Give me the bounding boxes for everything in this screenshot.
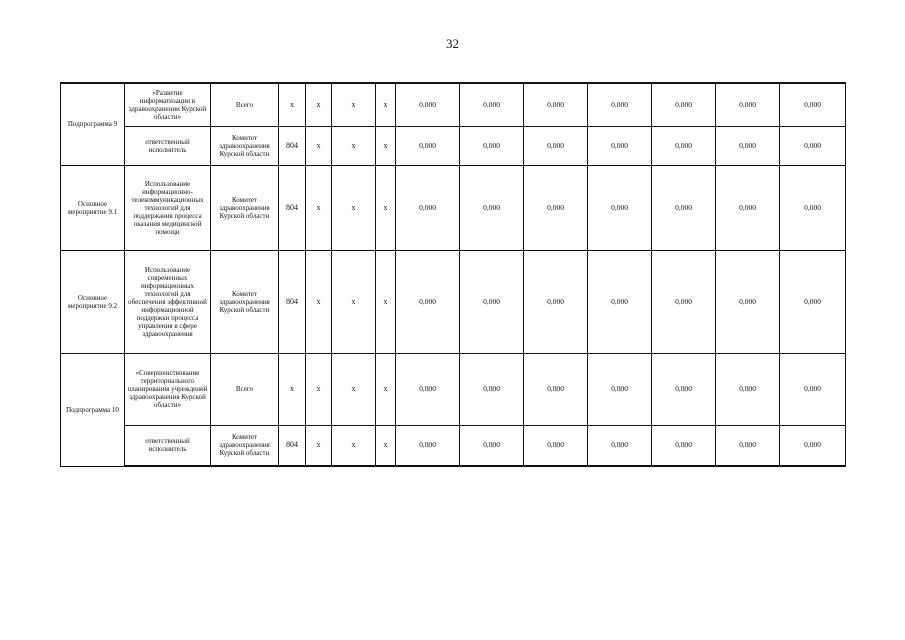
value-cell: 0,000	[524, 165, 588, 250]
table-row	[61, 250, 846, 353]
csr-cell: х	[332, 83, 376, 126]
status-cell: Основное мероприятие 9.2	[61, 250, 125, 353]
value-cell: 0,000	[524, 250, 588, 353]
value-cell: 0,000	[460, 425, 524, 466]
value-cell: 0,000	[780, 165, 846, 250]
status-cell: Подпрограмма 9	[61, 83, 125, 165]
value-cell: 0,000	[396, 126, 460, 165]
value-cell: 0,000	[716, 250, 780, 353]
status-cell: Основное мероприятие 9.1	[61, 165, 125, 250]
value-cell: 0,000	[652, 250, 716, 353]
name-cell: ответственный исполнитель	[125, 126, 211, 165]
value-cell: 0,000	[524, 126, 588, 165]
value-cell: 0,000	[652, 425, 716, 466]
value-cell: 0,000	[780, 250, 846, 353]
grbs-cell: х	[279, 83, 306, 126]
executor-cell: Комитет здравоохранения Курской области	[211, 165, 279, 250]
value-cell: 0,000	[716, 83, 780, 126]
value-cell: 0,000	[524, 425, 588, 466]
value-cell: 0,000	[716, 165, 780, 250]
executor-cell: Комитет здравоохранения Курской области	[211, 425, 279, 466]
executor-cell: Всего	[211, 353, 279, 425]
value-cell: 0,000	[396, 425, 460, 466]
rzpr-cell: х	[306, 353, 332, 425]
rzpr-cell: х	[306, 83, 332, 126]
value-cell: 0,000	[652, 165, 716, 250]
vr-cell: х	[376, 425, 396, 466]
value-cell: 0,000	[652, 353, 716, 425]
table-row	[61, 126, 846, 165]
value-cell: 0,000	[588, 353, 652, 425]
rzpr-cell: х	[306, 126, 332, 165]
value-cell: 0,000	[396, 83, 460, 126]
value-cell: 0,000	[652, 126, 716, 165]
vr-cell: х	[376, 353, 396, 425]
value-cell: 0,000	[588, 250, 652, 353]
executor-cell: Комитет здравоохранения Курской области	[211, 250, 279, 353]
value-cell: 0,000	[396, 165, 460, 250]
value-cell: 0,000	[716, 126, 780, 165]
name-cell: Использование современных информационных технологий для обеспечения эффективной информационной поддержки процесса управления в сфере здравоохранения	[125, 250, 211, 353]
executor-cell: Комитет здравоохранения Курской области	[211, 126, 279, 165]
csr-cell: х	[332, 126, 376, 165]
grbs-cell: 804	[279, 126, 306, 165]
grbs-cell: 804	[279, 250, 306, 353]
value-cell: 0,000	[460, 165, 524, 250]
page-number: 32	[446, 36, 459, 51]
vr-cell: х	[376, 250, 396, 353]
value-cell: 0,000	[396, 250, 460, 353]
value-cell: 0,000	[524, 83, 588, 126]
grbs-cell: х	[279, 353, 306, 425]
rzpr-cell: х	[306, 425, 332, 466]
value-cell: 0,000	[716, 425, 780, 466]
vr-cell: х	[376, 165, 396, 250]
table-row	[61, 165, 846, 250]
value-cell: 0,000	[588, 83, 652, 126]
value-cell: 0,000	[780, 353, 846, 425]
value-cell: 0,000	[780, 83, 846, 126]
executor-cell: Всего	[211, 83, 279, 126]
csr-cell: х	[332, 250, 376, 353]
grbs-cell: 804	[279, 165, 306, 250]
value-cell: 0,000	[588, 425, 652, 466]
value-cell: 0,000	[780, 425, 846, 466]
grbs-cell: 804	[279, 425, 306, 466]
name-cell: «Развитие информатизации в здравоохранении Курской области»	[125, 83, 211, 126]
vr-cell: х	[376, 83, 396, 126]
status-cell: Подпрограмма 10	[61, 353, 125, 466]
name-cell: «Совершенствование территориального планирования учреждений здравоохранения Курской области»	[125, 353, 211, 425]
csr-cell: х	[332, 165, 376, 250]
value-cell: 0,000	[588, 126, 652, 165]
value-cell: 0,000	[780, 126, 846, 165]
rzpr-cell: х	[306, 250, 332, 353]
rzpr-cell: х	[306, 165, 332, 250]
value-cell: 0,000	[460, 126, 524, 165]
value-cell: 0,000	[524, 353, 588, 425]
value-cell: 0,000	[652, 83, 716, 126]
value-cell: 0,000	[460, 250, 524, 353]
csr-cell: х	[332, 353, 376, 425]
table-row	[61, 353, 846, 425]
value-cell: 0,000	[460, 353, 524, 425]
value-cell: 0,000	[716, 353, 780, 425]
name-cell: ответственный исполнитель	[125, 425, 211, 466]
name-cell: Использование информационно-телекоммуникационных технологий для поддержания процесса оказания медицинской помощи	[125, 165, 211, 250]
vr-cell: х	[376, 126, 396, 165]
value-cell: 0,000	[460, 83, 524, 126]
table-row	[61, 425, 846, 466]
csr-cell: х	[332, 425, 376, 466]
value-cell: 0,000	[588, 165, 652, 250]
value-cell: 0,000	[396, 353, 460, 425]
table-row	[61, 83, 846, 126]
budget-table	[60, 82, 846, 467]
